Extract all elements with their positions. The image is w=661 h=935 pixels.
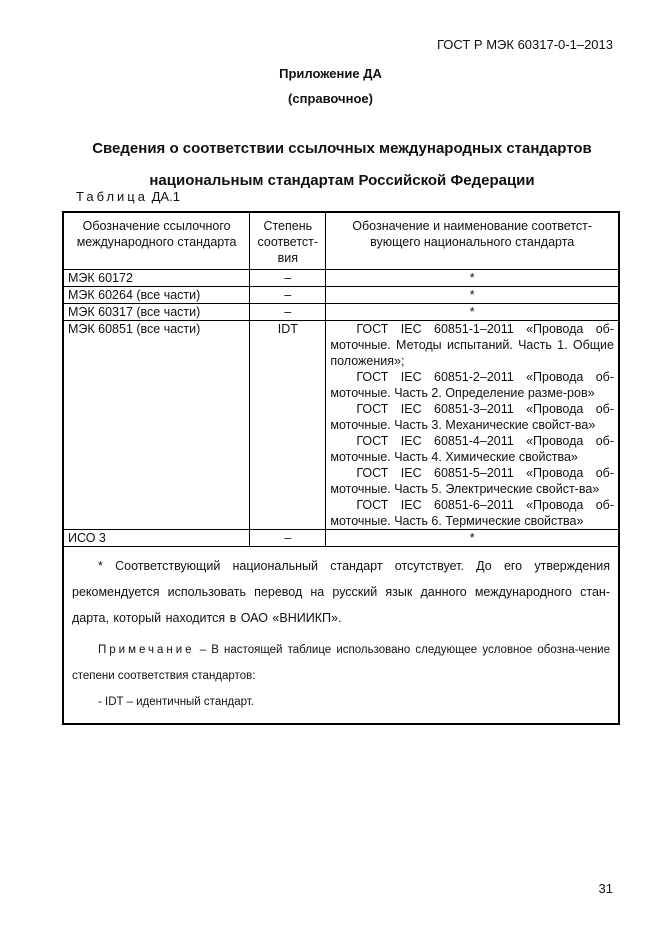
- note: [72, 637, 610, 689]
- national-standard-entry: ГОСТ IEC 60851-4–2011 «Провода об-моточные. Часть 4. Химические свойства»: [330, 434, 614, 464]
- national-cell: *: [326, 304, 619, 321]
- note-label: Примечание: [98, 644, 195, 656]
- reference-cell: МЭК 60264 (все части): [63, 287, 250, 304]
- table-notes-row: [63, 547, 619, 725]
- table-row: [63, 304, 619, 321]
- degree-cell: –: [250, 287, 326, 304]
- reference-cell: ИСО 3: [63, 530, 250, 547]
- reference-cell: МЭК 60851 (все части): [63, 321, 250, 530]
- reference-cell: МЭК 60317 (все части): [63, 304, 250, 321]
- national-standard-entry: ГОСТ IEC 60851-2–2011 «Провода об-моточные. Часть 2. Определение разме-ров»: [330, 370, 614, 400]
- table-row: [63, 287, 619, 304]
- footnote: * Соответствующий национальный стандарт отсутствует. До его утверждения рекомендуется использовать перевод на русский язык данного международного стан-дарта, который находится в ОАО «ВНИИКП».: [72, 559, 610, 625]
- table-header-row: [63, 212, 619, 270]
- table-caption-number: ДА.1: [151, 189, 180, 204]
- national-cell: *: [326, 287, 619, 304]
- header-national-standard: Обозначение и наименование соответст-вующего национального стандарта: [326, 212, 619, 270]
- national-standard-entry: ГОСТ IEC 60851-3–2011 «Провода об-моточные. Часть 3. Механические свойст-ва»: [330, 402, 614, 432]
- degree-cell: –: [250, 530, 326, 547]
- national-cell: *: [326, 270, 619, 287]
- national-standard-entry: ГОСТ IEC 60851-6–2011 «Провода об-моточные. Часть 6. Термические свойства»: [330, 498, 614, 528]
- national-cell: *: [326, 530, 619, 547]
- table-row: [63, 530, 619, 547]
- page-number: 31: [598, 881, 613, 896]
- header-degree: Степень соответст-вия: [250, 212, 326, 270]
- reference-cell: МЭК 60172: [63, 270, 250, 287]
- degree-cell: IDT: [250, 321, 326, 530]
- table-row: [63, 321, 619, 530]
- degree-cell: –: [250, 270, 326, 287]
- document-title: Сведения о соответствии ссылочных международных стандартов национальным стандартам Российской Федерации: [92, 140, 592, 189]
- degree-cell: –: [250, 304, 326, 321]
- table-row: [63, 270, 619, 287]
- appendix-title: Приложение ДА: [279, 66, 382, 81]
- national-standard-entry: ГОСТ IEC 60851-1–2011 «Провода об-моточные. Методы испытаний. Часть 1. Общие положения»;: [330, 322, 614, 368]
- national-standard-entry: ГОСТ IEC 60851-5–2011 «Провода об-моточные. Часть 5. Электрические свойст-ва»: [330, 466, 614, 496]
- table-caption: [76, 189, 180, 204]
- notes-cell: [63, 547, 619, 725]
- note-item: - IDT – идентичный стандарт.: [98, 696, 254, 708]
- table-caption-label: Таблица: [76, 189, 148, 204]
- header-reference-standard: Обозначение ссылочного международного стандарта: [63, 212, 250, 270]
- appendix-subtitle: (справочное): [288, 91, 373, 106]
- national-cell: [326, 321, 619, 530]
- note-text: – В настоящей таблице использовано следующее условное обозна-чение степени соответствия стандартов:: [72, 644, 610, 682]
- correspondence-table: [62, 211, 620, 725]
- document-code-header: ГОСТ Р МЭК 60317-0-1–2013: [437, 37, 613, 52]
